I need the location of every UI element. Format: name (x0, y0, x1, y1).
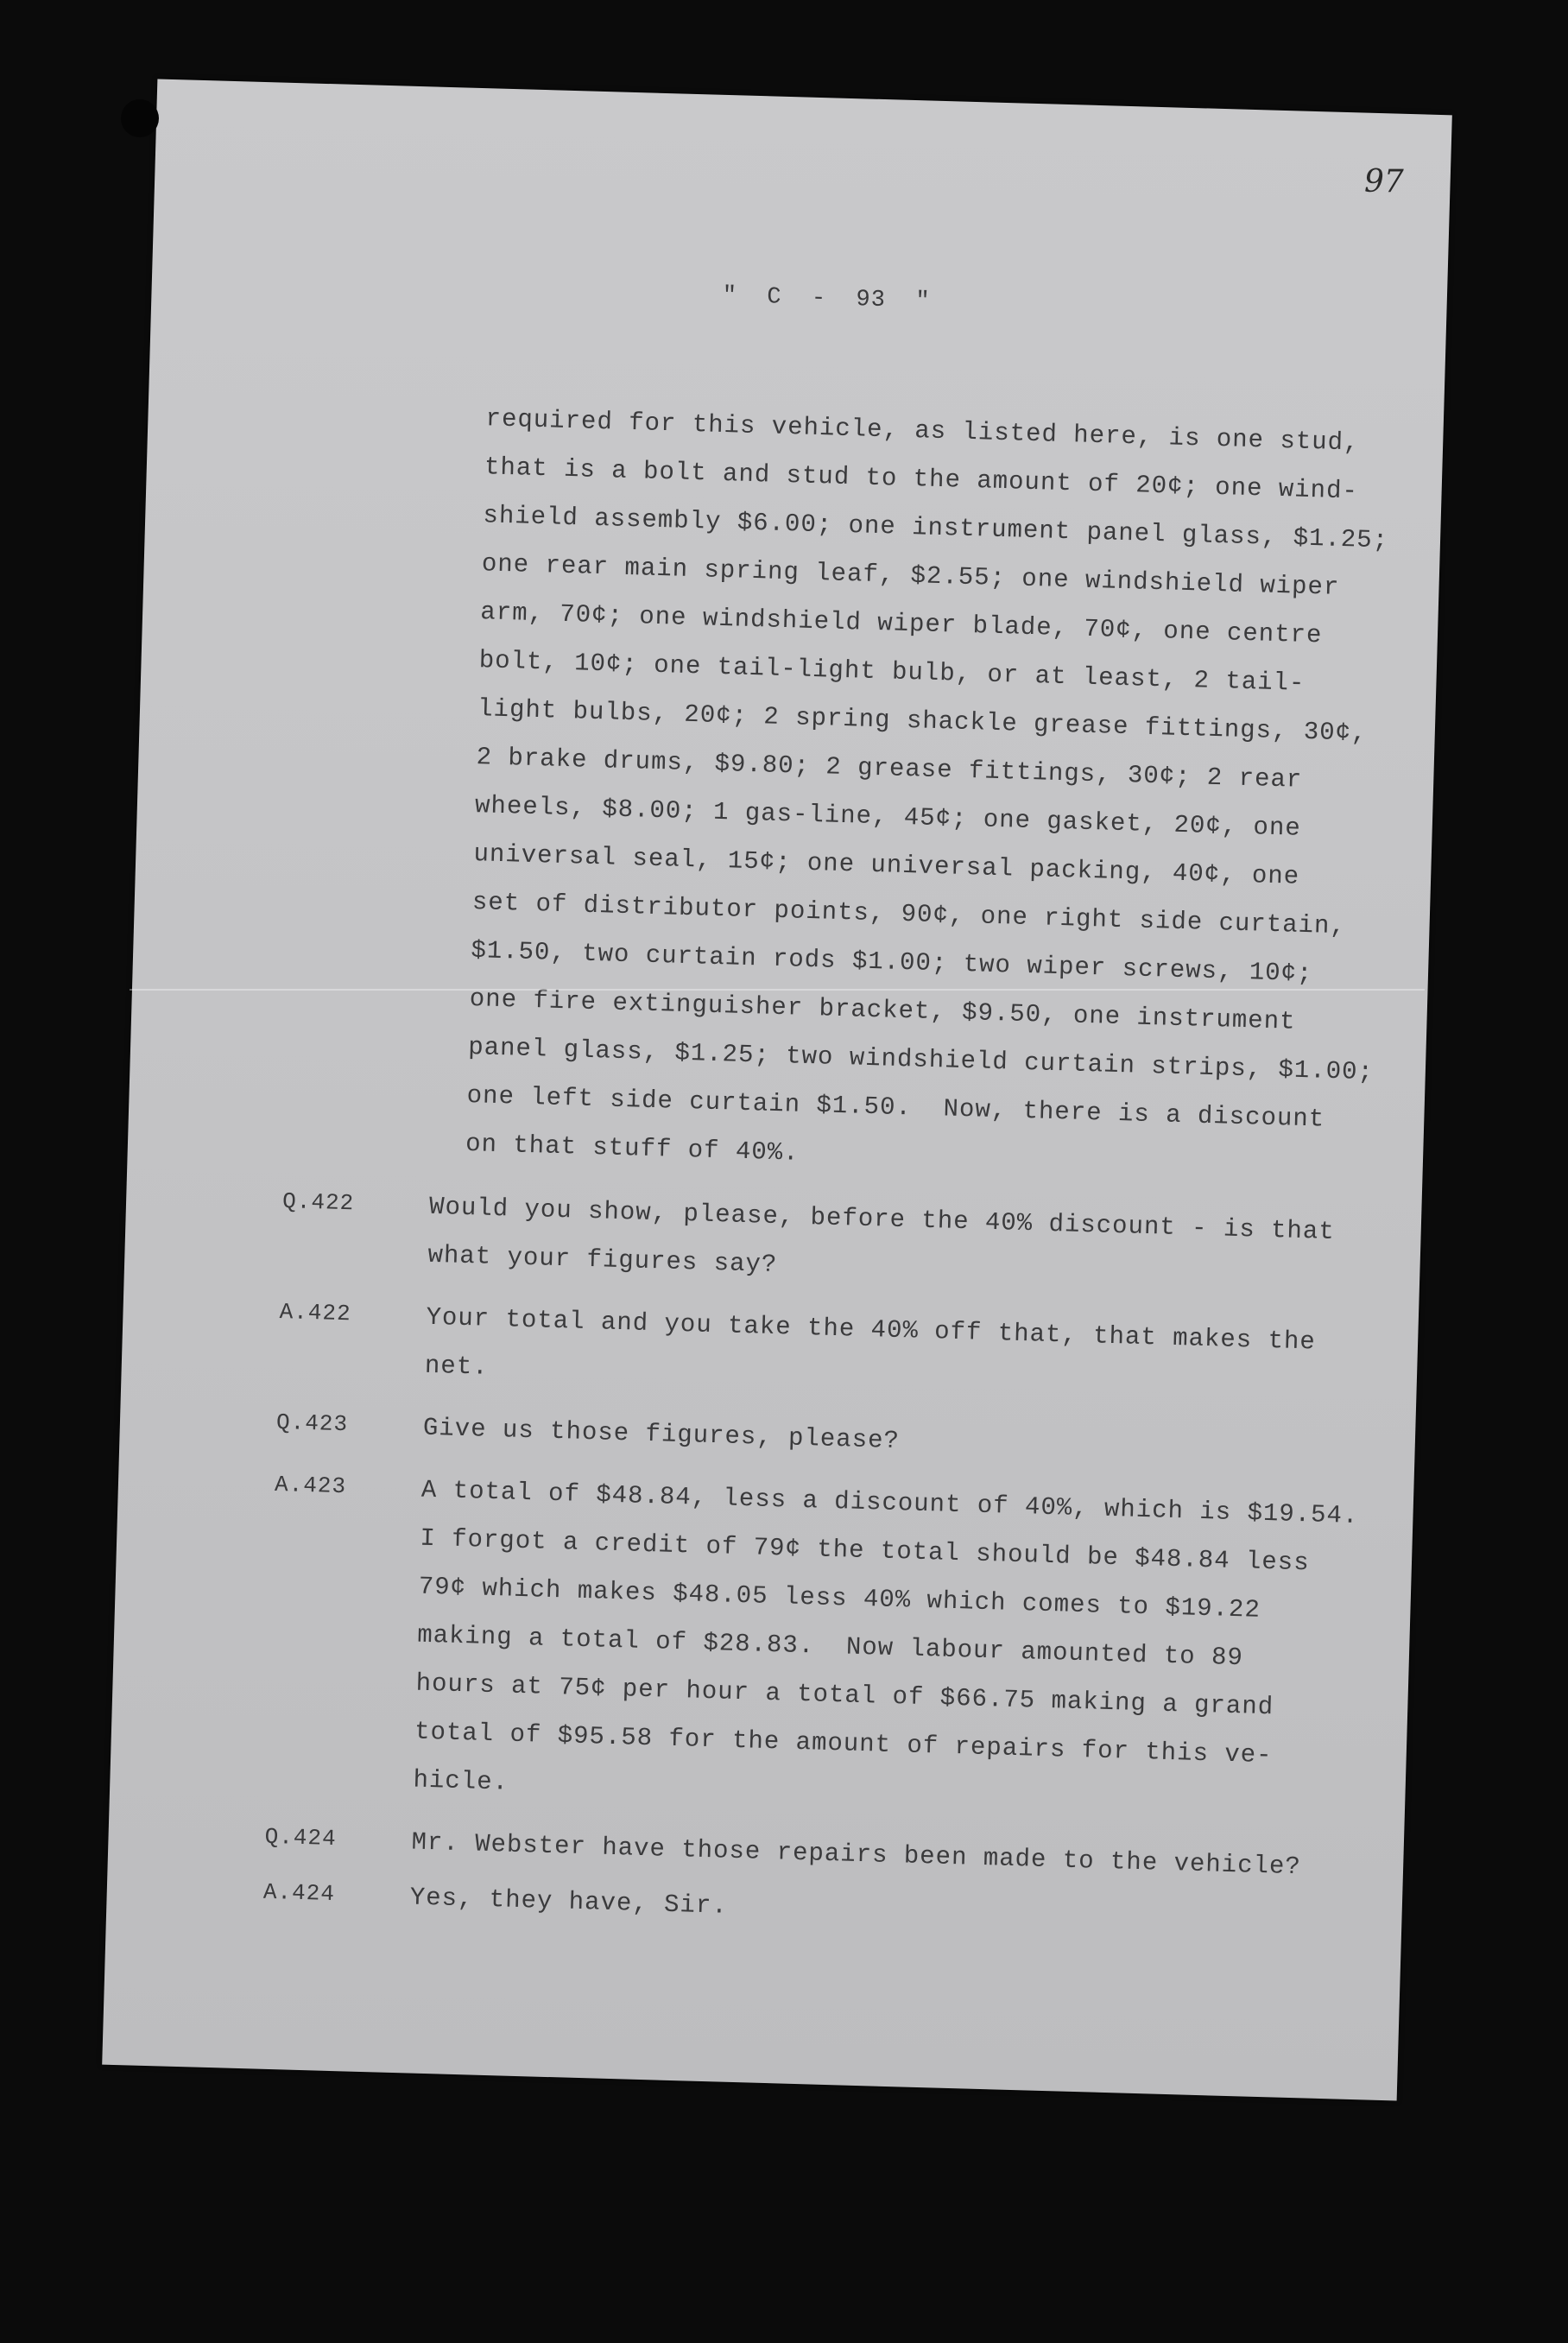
answer-line: A total of $48.84, less a discount of 40%, which is $19.54. (420, 1475, 1359, 1530)
question-line: Give us those figures, please? (422, 1413, 901, 1456)
body-line: that is a bolt and stud to the amount of 20¢; one wind- (484, 453, 1359, 506)
fold-crease (130, 989, 1425, 991)
body-line: arm, 70¢; one windshield wiper blade, 70¢, one centre (479, 598, 1323, 650)
body-line: one fire extinguisher bracket, $9.50, one instrument (469, 985, 1296, 1036)
answer-label: A.423 (274, 1471, 347, 1500)
question-line: Mr. Webster have those repairs been made to the vehicle? (411, 1827, 1302, 1882)
question-label: Q.422 (281, 1188, 355, 1217)
question-label: Q.423 (275, 1409, 349, 1438)
answer-line: total of $95.58 for the amount of repairs for this ve- (414, 1717, 1273, 1770)
body-line: light bulbs, 20¢; 2 spring shackle grease fittings, 30¢, (477, 694, 1368, 748)
answer-label: A.422 (279, 1298, 352, 1327)
answer-line: 79¢ which makes $48.05 less 40% which comes to $19.22 (418, 1572, 1261, 1624)
body-line: 2 brake drums, $9.80; 2 grease fittings, 30¢; 2 rear (476, 743, 1303, 795)
answer-line: net. (424, 1351, 490, 1382)
body-line: $1.50, two curtain rods $1.00; two wiper screws, 10¢; (470, 936, 1313, 989)
body-line: panel glass, $1.25; two windshield curtain strips, $1.00; (467, 1032, 1375, 1087)
body-line: set of distributor points, 90¢, one right side curtain, (471, 888, 1347, 941)
body-line: one rear main spring leaf, $2.55; one windshield wiper (481, 549, 1340, 602)
answer-label: A.424 (262, 1878, 336, 1908)
body-line: one left side curtain $1.50. Now, there is a discount (466, 1080, 1325, 1134)
body-line: universal seal, 15¢; one universal packing, 40¢, one (473, 839, 1300, 891)
answer-line: Yes, they have, Sir. (409, 1883, 729, 1921)
answer-line: Your total and you take the 40% off that, that makes the (426, 1302, 1317, 1357)
body-line: bolt, 10¢; one tail-light bulb, or at least, 2 tail- (478, 646, 1306, 698)
answer-line: hicle. (413, 1765, 509, 1797)
question-line: Would you show, please, before the 40% discount - is that (428, 1192, 1336, 1247)
page-heading: " C - 93 " (722, 282, 931, 315)
body-line: on that stuff of 40%. (465, 1129, 800, 1168)
body-line: required for this vehicle, as listed here, is one stud, (485, 404, 1360, 458)
answer-line: I forgot a credit of 79¢ the total should be $48.84 less (419, 1523, 1311, 1578)
body-line: wheels, $8.00; 1 gas-line, 45¢; one gasket, 20¢, one (474, 791, 1302, 843)
answer-line: making a total of $28.83. Now labour amounted to 89 (416, 1620, 1244, 1673)
body-line: shield assembly $6.00; one instrument panel glass, $1.25; (483, 501, 1389, 555)
question-line: what your figures say? (427, 1240, 778, 1280)
answer-line: hours at 75¢ per hour a total of $66.75 making a grand (415, 1669, 1274, 1722)
question-label: Q.424 (264, 1823, 338, 1852)
handwritten-page-number: 97 (1364, 164, 1404, 199)
